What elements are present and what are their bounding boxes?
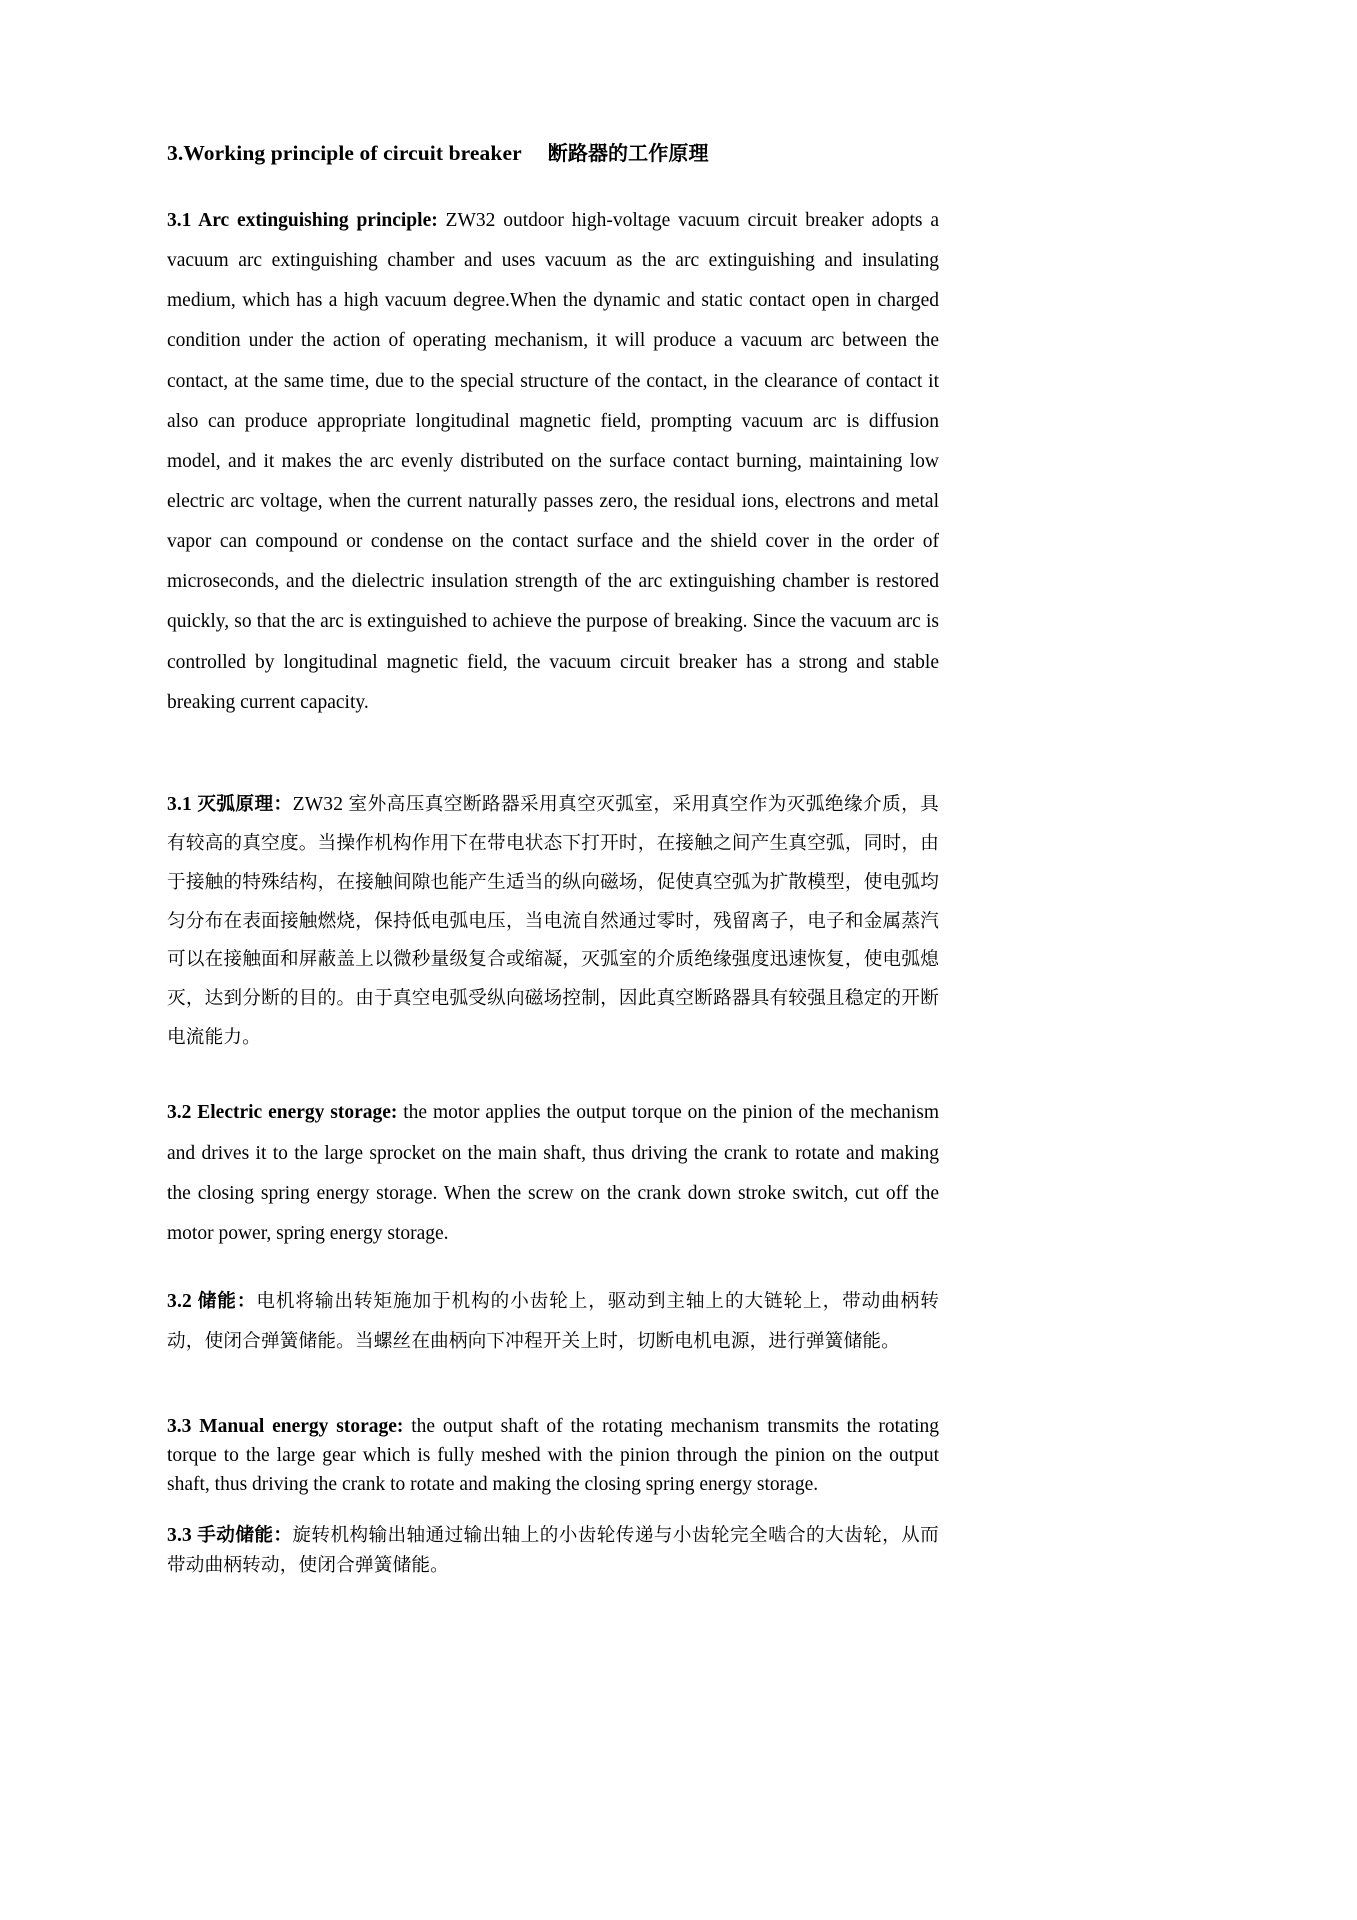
section-3-3-cn-body: 旋转机构输出轴通过输出轴上的小齿轮传递与小齿轮完全啮合的大齿轮，从而带动曲柄转动，使闭合弹簧储能。 — [167, 1524, 939, 1577]
section-3-1-cn-model: ZW32 — [292, 793, 349, 815]
spacer-2 — [167, 1057, 939, 1093]
section-3-1-en-lead: 3.1 Arc extinguishing principle: — [167, 209, 438, 231]
spacer-3 — [167, 1254, 939, 1282]
section-3-3-cn — [167, 1520, 939, 1582]
section-3-3-en — [167, 1413, 939, 1500]
spacer-1 — [167, 723, 939, 785]
section-3-2-cn-body: 电机将输出转矩施加于机构的小齿轮上，驱动到主轴上的大链轮上，带动曲柄转动，使闭合弹簧储能。当螺丝在曲柄向下冲程开关上时，切断电机电源，进行弹簧储能。 — [167, 1291, 939, 1352]
section-3-1-cn-lead: 灭弧原理 — [197, 793, 274, 815]
section-3-2-cn — [167, 1282, 939, 1361]
section-3-2-cn-lead: 储能 — [197, 1291, 237, 1313]
section-3-3-en-body: the output shaft of the rotating mechanism transmits the rotating torque to the large gear which is fully meshed with the pinion through the pinion on the output shaft, thus driving the crank to rotate and making the closing spring energy storage. — [167, 1416, 939, 1496]
spacer-after-title — [167, 167, 939, 201]
page-content — [167, 0, 939, 1582]
section-3-3-cn-colon: ： — [273, 1524, 293, 1546]
section-3-2-en-body: the motor applies the output torque on the pinion of the mechanism and drives it to the large sprocket on the main shaft, thus driving the crank to rotate and making the closing spring energy storage. When the screw on the crank down stroke switch, cut off the motor power, spring energy storage. — [167, 1102, 939, 1244]
section-3-2-en — [167, 1093, 939, 1254]
section-3-1-cn-number: 3.1 — [167, 793, 198, 815]
spacer-5 — [167, 1500, 939, 1520]
section-3-3-cn-number: 3.3 — [167, 1524, 198, 1546]
section-3-1-en-body: ZW32 outdoor high-voltage vacuum circuit breaker adopts a vacuum arc extinguishing chamber and uses vacuum as the arc extinguishing and insulating medium, which has a high vacuum degree.When the dynamic and static contact open in charged condition under the action of operating mechanism, it will produce a vacuum arc between the contact, at the same time, due to the special structure of the contact, in the clearance of contact it also can produce appropriate longitudinal magnetic field, prompting vacuum arc is diffusion model, and it makes the arc evenly distributed on the surface contact burning, maintaining low electric arc voltage, when the current naturally passes zero, the residual ions, electrons and metal vapor can compound or condense on the contact surface and the shield cover in the order of microseconds, and the dielectric insulation strength of the arc extinguishing chamber is restored quickly, so that the arc is extinguished to achieve the purpose of breaking. Since the vacuum arc is controlled by longitudinal magnetic field, the vacuum circuit breaker has a strong and stable breaking current capacity. — [167, 209, 939, 713]
section-3-2-cn-number: 3.2 — [167, 1291, 198, 1313]
section-3-1-cn-colon: ： — [273, 793, 293, 815]
page-title-cn: 断路器的工作原理 — [547, 141, 709, 165]
section-3-1-cn-body: 室外高压真空断路器采用真空灭弧室，采用真空作为灭弧绝缘介质，具有较高的真空度。当操作机构作用下在带电状态下打开时，在接触之间产生真空弧，同时，由于接触的特殊结构，在接触间隙也能产生适当的纵向磁场，促使真空弧为扩散模型，使电弧均匀分布在表面接触燃烧，保持低电弧电压，当电流自然通过零时，残留离子，电子和金属蒸汽可以在接触面和屏蔽盖上以微秒量级复合或缩凝，灭弧室的介质绝缘强度迅速恢复，使电弧熄灭，达到分断的目的。由于真空电弧受纵向磁场控制，因此真空断路器具有较强且稳定的开断电流能力。 — [167, 793, 939, 1048]
section-3-2-en-lead: 3.2 Electric energy storage: — [167, 1102, 398, 1124]
section-3-2-cn-colon: ： — [236, 1291, 257, 1313]
section-3-3-en-lead: 3.3 Manual energy storage: — [167, 1416, 404, 1438]
section-3-1-cn — [167, 785, 939, 1058]
section-3-1-en — [167, 201, 939, 723]
page-title-en: 3.Working principle of circuit breaker — [167, 141, 522, 165]
page-title — [167, 0, 939, 167]
section-3-3-cn-lead: 手动储能 — [197, 1524, 274, 1546]
spacer-4 — [167, 1361, 939, 1413]
